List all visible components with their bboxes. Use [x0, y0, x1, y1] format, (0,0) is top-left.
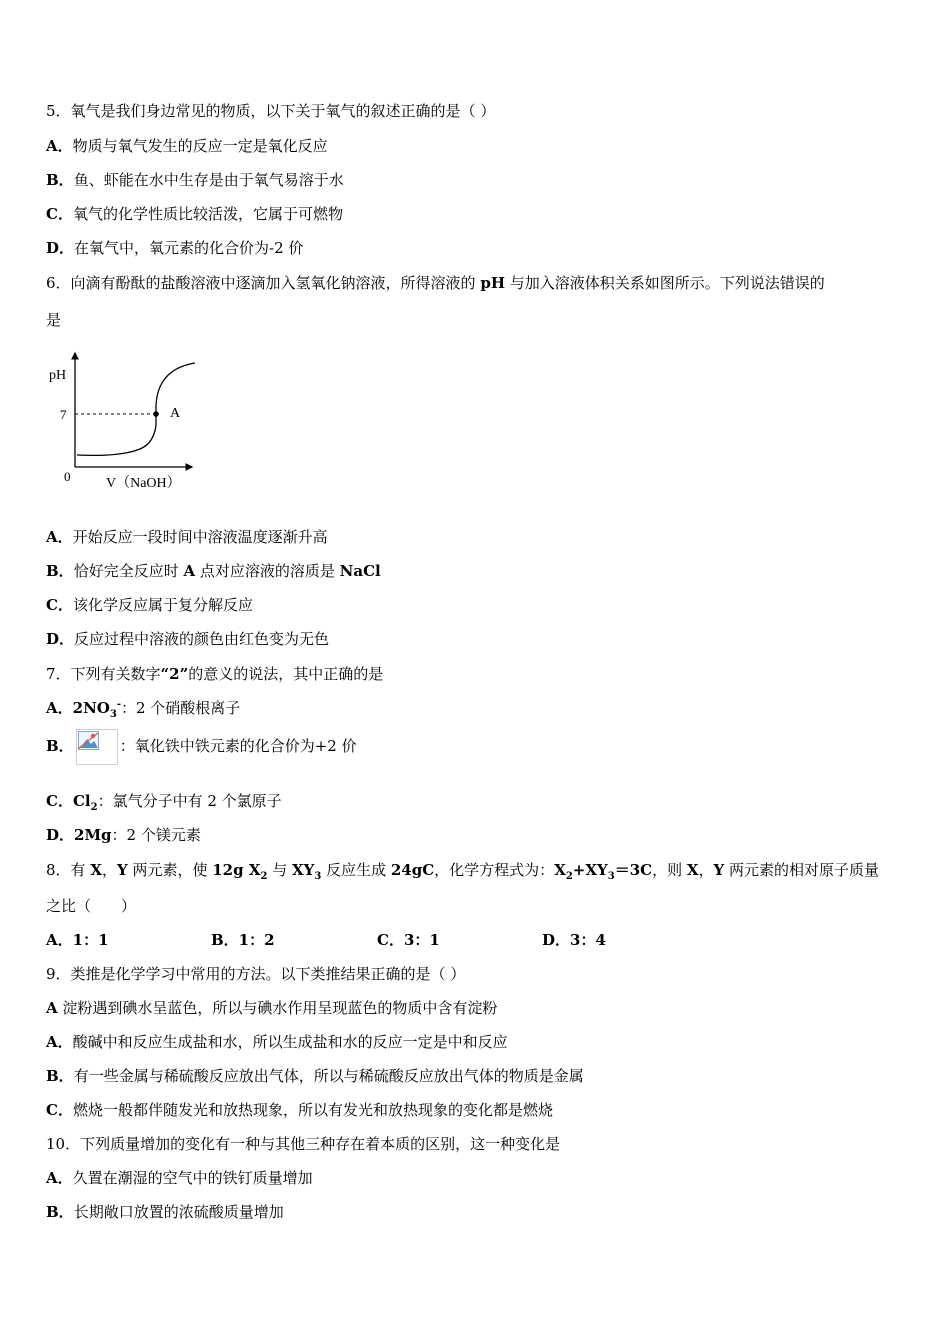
option-label: B．: [46, 171, 74, 189]
origin-label: 0: [64, 469, 71, 484]
stem-text: 8．有: [46, 861, 91, 879]
element-x: X: [90, 861, 102, 879]
option-text: 燃烧一般都伴随发光和放热现象，所以有发光和放热现象的变化都是燃烧: [72, 1101, 553, 1119]
option-label: B．: [46, 737, 74, 755]
q8-option-a: A．1：1: [46, 931, 109, 949]
x-axis-label: V（NaOH）: [106, 476, 181, 491]
stem-ph: pH: [480, 274, 505, 292]
q7-option-a: [46, 698, 240, 718]
option-text: 该化学反应属于复分解反应: [72, 596, 253, 614]
q10-option-a: [46, 1168, 313, 1188]
point-a-label: A: [170, 406, 181, 421]
element-y: Y: [713, 861, 725, 879]
ph-titration-graph: [40, 345, 210, 500]
option-label: D．: [46, 826, 75, 844]
formula-text: X: [554, 861, 566, 879]
option-text: ：氯气分子中有 2 个氯原子: [97, 792, 282, 810]
formula-text: 12g X: [212, 861, 261, 879]
element-x: X: [686, 861, 699, 879]
option-text: 反应过程中溶液的颜色由红色变为无色: [74, 630, 330, 648]
option-formula: NaCl: [339, 562, 381, 580]
q9-option-first: [46, 998, 497, 1018]
option-label: B．: [46, 1067, 74, 1085]
option-formula: [72, 792, 98, 813]
formula-sub: 2: [565, 871, 573, 882]
option-label: A．: [46, 699, 73, 717]
q10-stem: 10．下列质量增加的变化有一种与其他三种存在着本质的区别，这一种变化是: [46, 1135, 561, 1153]
q7-option-b: [46, 726, 357, 766]
q9-option-b: [46, 1066, 584, 1086]
stem-text: 与: [267, 861, 292, 879]
q5-option-c: [46, 204, 343, 224]
option-text: 酸碱中和反应生成盐和水，所以生成盐和水的反应一定是中和反应: [72, 1033, 508, 1051]
stem-text: 的意义的说法，其中正确的是: [188, 665, 384, 683]
q8-stem-cont: 之比（ ）: [46, 897, 137, 915]
option-label: A．: [46, 1169, 73, 1187]
option-text: ：2 个硝酸根离子: [120, 699, 241, 717]
stem-text: 两元素，使: [127, 861, 213, 879]
q6-option-d: [46, 629, 329, 649]
option-label: A．: [46, 137, 73, 155]
option-label: C．: [46, 596, 73, 614]
chemical-equation: [554, 861, 653, 882]
broken-image-icon: [76, 729, 118, 765]
stem-quote: “2”: [160, 665, 189, 683]
stem-formula: [212, 861, 268, 882]
q8-option-c: C．3：1: [377, 931, 440, 949]
q6-stem-cont: 是: [46, 311, 62, 329]
formula-text: XY: [291, 861, 315, 879]
option-text: 长期敞口放置的浓硫酸质量增加: [73, 1203, 284, 1221]
stem-formula: [291, 861, 322, 882]
option-text: 淀粉遇到碘水呈蓝色，所以与碘水作用呈现蓝色的物质中含有淀粉: [57, 999, 498, 1017]
option-label: D．: [46, 239, 75, 257]
stem-text: 7．下列有关数字: [46, 665, 161, 683]
q5-option-b: [46, 170, 344, 190]
point-a-marker: [153, 411, 159, 417]
option-text: 开始反应一段时间中溶液温度逐渐升高: [72, 528, 328, 546]
option-label: A: [46, 999, 58, 1017]
formula-sub: 2: [90, 802, 98, 813]
q9-option-c: [46, 1100, 553, 1120]
formula-text: Cl: [72, 792, 91, 810]
q5-stem: 5．氧气是我们身边常见的物质，以下关于氧气的叙述正确的是（ ）: [46, 102, 496, 120]
q8-option-b: B．1：2: [211, 931, 275, 949]
y-axis-label: pH: [49, 368, 67, 383]
option-formula: [72, 699, 121, 720]
stem-text: ，化学方程式为：: [434, 861, 555, 879]
q10-option-b: [46, 1202, 284, 1222]
q8-option-d: D．3：4: [542, 931, 606, 949]
tick-7: 7: [60, 407, 67, 422]
q5-option-a: [46, 136, 328, 156]
q6-option-c: [46, 595, 253, 615]
q6-option-b: [46, 561, 381, 581]
formula-text: ＝3C: [614, 861, 653, 879]
option-point: A: [183, 562, 196, 580]
stem-text: ，: [101, 861, 117, 879]
formula-sub: 3: [109, 709, 117, 720]
option-text: ：2 个镁元素: [111, 826, 201, 844]
stem-text: 与加入溶液体积关系如图所示。下列说法错误的: [505, 274, 825, 292]
q7-stem: [46, 664, 383, 684]
option-label: C．: [46, 792, 73, 810]
option-label: D．: [46, 630, 75, 648]
formula-text: 2NO: [72, 699, 110, 717]
formula-sub: 3: [607, 871, 615, 882]
option-text: 久置在潮湿的空气中的铁钉质量增加: [72, 1169, 313, 1187]
option-formula: 2Mg: [74, 826, 112, 844]
option-text: 恰好完全反应时: [73, 562, 184, 580]
option-text: 点对应溶液的溶质是: [195, 562, 340, 580]
formula-sub: 2: [260, 871, 268, 882]
stem-text: 6．向滴有酚酞的盐酸溶液中逐滴加入氢氧化钠溶液，所得溶液的: [46, 274, 481, 292]
element-y: Y: [116, 861, 128, 879]
q7-option-c: [46, 791, 282, 811]
stem-text: ，: [698, 861, 714, 879]
option-text: ：氧化铁中铁元素的化合价为+2 价: [119, 737, 357, 755]
option-text: 氧气的化学性质比较活泼，它属于可燃物: [72, 205, 343, 223]
formula-text: +XY: [572, 861, 608, 879]
q9-option-a: [46, 1032, 508, 1052]
option-label: B．: [46, 562, 74, 580]
q8-stem: [46, 860, 879, 880]
stem-text: 反应生成: [321, 861, 391, 879]
q9-stem: 9．类推是化学学习中常用的方法。以下类推结果正确的是（ ）: [46, 965, 466, 983]
option-label: C．: [46, 1101, 73, 1119]
option-label: A．: [46, 1033, 73, 1051]
option-label: B．: [46, 1203, 74, 1221]
option-text: 在氧气中，氧元素的化合价为-2 价: [74, 239, 304, 257]
q7-option-d: [46, 825, 201, 845]
option-text: 有一些金属与稀硫酸反应放出气体，所以与稀硫酸反应放出气体的物质是金属: [73, 1067, 584, 1085]
option-text: 鱼、虾能在水中生存是由于氧气易溶于水: [73, 171, 344, 189]
formula-sup: -: [116, 699, 121, 710]
q5-option-d: [46, 238, 303, 258]
formula-sub: 3: [314, 871, 322, 882]
stem-formula: 24gC: [390, 861, 435, 879]
option-label: C．: [46, 205, 73, 223]
stem-text: 两元素的相对原子质量: [724, 861, 880, 879]
q6-option-a: [46, 527, 328, 547]
stem-text: ，则: [652, 861, 687, 879]
option-label: A．: [46, 528, 73, 546]
option-text: 物质与氧气发生的反应一定是氧化反应: [72, 137, 328, 155]
q6-stem: [46, 273, 825, 293]
